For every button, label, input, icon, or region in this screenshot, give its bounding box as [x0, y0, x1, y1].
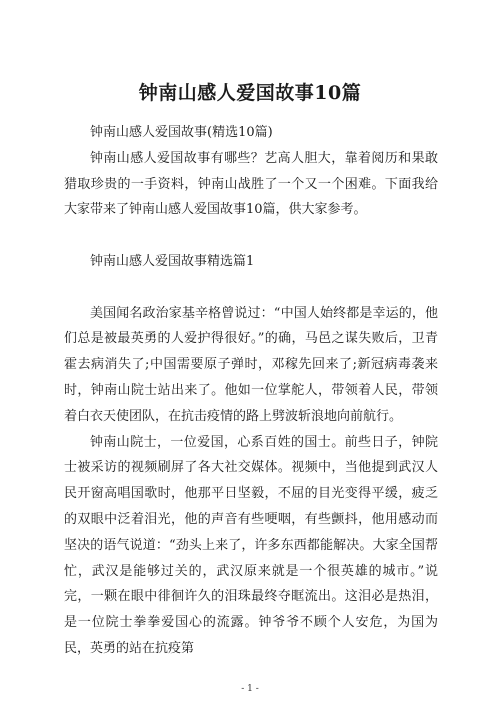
document-title: 钟南山感人爱国故事10篇 [138, 82, 362, 104]
body-paragraph: 钟南山院士，一位爱国，心系百姓的国士。前些日子，钟院士被采访的视频刷屏了各大社交媒体。视频中，当他提到武汉人民开窗高唱国歌时，他那平日坚毅，不屈的目光变得平缓，疲乏的双眼中泛着泪光，他的声音有些哽咽，有些颤抖，他用感动而坚决的语气说道：“劲头上来了，许多东西都能解决。大家全国帮忙，武汉是能够过关的，武汉原来就是一个很英雄的城市。”说完，一颗在眼中徘徊许久的泪珠最终夺眶流出。这泪必是热泪，是一位院士拳拳爱国心的流露。钟爷爷不顾个人安危，为国为民，英勇的站在抗疫第 [64, 434, 438, 656]
intro-paragraph: 钟南山感人爱国故事有哪些？艺高人胆大，靠着阅历和果敢猎取珍贵的一手资料，钟南山战胜了一个又一个困难。下面我给大家带来了钟南山感人爱国故事10篇，供大家参考。 [64, 150, 438, 218]
page-number: - 1 - [241, 684, 259, 694]
section-heading: 钟南山感人爱国故事精选篇1 [90, 253, 255, 269]
paragraph-spacer [64, 275, 438, 301]
paragraph-spacer [64, 223, 438, 249]
body-paragraph: 美国闻名政治家基辛格曾说过：“中国人始终都是幸运的，他们总是被最英勇的人爱护得很好。”的确，马邑之谋失败后，卫青霍去病消失了;中国需要原子弹时，邓稼先回来了;新冠病毒袭来时，钟南山院士站出来了。他如一位掌舵人，带领着人民，带领着白衣天使团队，在抗击疫情的路上劈波斩浪地向前航行。 [64, 305, 438, 424]
document-body [64, 120, 438, 662]
subtitle-paragraph: 钟南山感人爱国故事(精选10篇) [90, 125, 273, 140]
